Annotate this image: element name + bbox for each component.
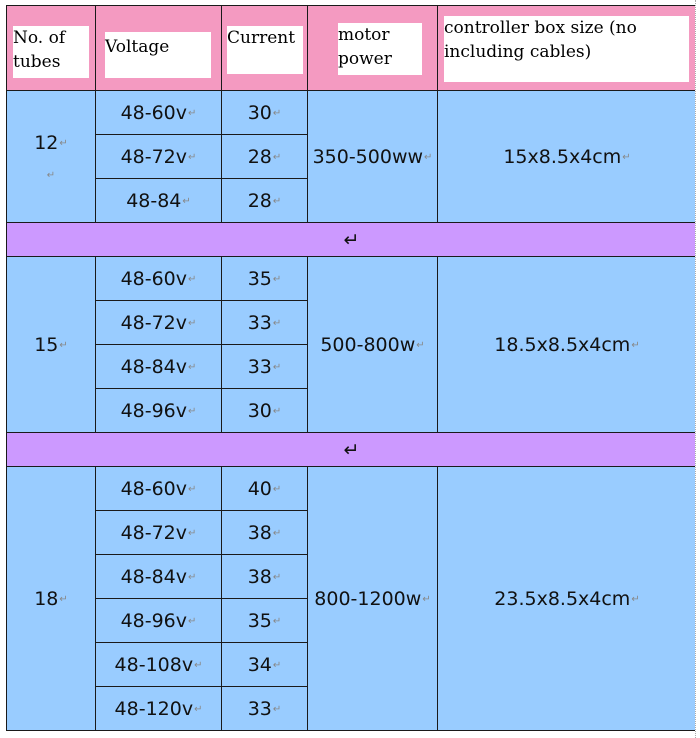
current-value: 35: [247, 267, 272, 290]
return-mark-icon: ↵: [272, 571, 282, 583]
return-mark-icon: ↵: [416, 339, 425, 351]
box-size-cell: [438, 467, 697, 731]
return-mark-icon: ↵: [188, 527, 197, 539]
current-value: 38: [247, 565, 272, 588]
tubes-value: 18: [34, 587, 59, 610]
header-tubes-cell: [7, 6, 96, 91]
current-value: 33: [247, 697, 272, 720]
return-mark-icon: ↵: [194, 703, 203, 715]
return-mark-icon: ↵: [182, 195, 191, 207]
return-mark-icon: ↵: [194, 659, 203, 671]
current-value: 35: [247, 609, 272, 632]
current-value: 30: [247, 101, 272, 124]
voltage-cell: [96, 555, 222, 599]
return-mark-icon: ↵: [272, 615, 282, 627]
motor-power-value: 350-500ww: [312, 145, 424, 168]
voltage-cell: [96, 687, 222, 731]
return-mark-icon: ↵: [188, 571, 197, 583]
header-current: Current: [227, 26, 303, 74]
return-mark-icon: ↵: [272, 195, 282, 207]
voltage-cell: [96, 467, 222, 511]
header-power-cell: [308, 6, 438, 91]
return-mark-icon: ↵: [272, 273, 282, 285]
current-value: 33: [247, 355, 272, 378]
voltage-cell: [96, 643, 222, 687]
return-mark-icon: ↵: [188, 317, 197, 329]
return-mark-icon: ↵: [272, 151, 282, 163]
return-mark-icon: ↵: [59, 339, 68, 351]
box-size-value: 18.5x8.5x4cm: [494, 333, 631, 356]
table-row: [7, 91, 697, 135]
voltage-value: 48-96v: [120, 399, 188, 422]
return-mark-icon: ↵: [272, 361, 282, 373]
current-value: 30: [247, 399, 272, 422]
return-mark-icon: ↵: [272, 107, 282, 119]
current-cell: [222, 389, 308, 433]
header-row: [7, 6, 697, 91]
voltage-value: 48-72v: [120, 145, 188, 168]
header-current-cell: [222, 6, 308, 91]
current-cell: [222, 91, 308, 135]
page-edge: [695, 0, 700, 738]
voltage-value: 48-84v: [120, 355, 188, 378]
return-mark-icon: ↵: [343, 228, 360, 251]
separator-cell: [7, 223, 697, 257]
header-tubes: No. of tubes: [13, 26, 89, 78]
motor-power-value: 800-1200w: [314, 587, 422, 610]
box-size-value: 23.5x8.5x4cm: [494, 587, 631, 610]
return-mark-icon: ↵: [272, 527, 282, 539]
current-cell: [222, 345, 308, 389]
return-mark-icon: ↵: [188, 107, 197, 119]
return-mark-icon: ↵: [188, 615, 197, 627]
header-voltage-cell: [96, 6, 222, 91]
return-mark-icon: ↵: [424, 151, 433, 163]
voltage-value: 48-84: [126, 189, 182, 212]
voltage-value: 48-96v: [120, 609, 188, 632]
motor-power-value: 500-800w: [320, 333, 416, 356]
return-mark-icon: ↵: [188, 483, 197, 495]
current-cell: [222, 179, 308, 223]
voltage-cell: [96, 257, 222, 301]
return-mark-icon: ↵: [188, 405, 197, 417]
header-voltage: Voltage: [105, 32, 211, 78]
voltage-value: 48-84v: [120, 565, 188, 588]
table-body: [7, 91, 697, 731]
voltage-cell: [96, 179, 222, 223]
return-mark-icon: ↵: [188, 273, 197, 285]
separator-row: [7, 223, 697, 257]
voltage-value: 48-72v: [120, 521, 188, 544]
current-cell: [222, 643, 308, 687]
return-mark-icon: ↵: [422, 593, 431, 605]
return-mark-icon: ↵: [272, 659, 282, 671]
voltage-cell: [96, 135, 222, 179]
tubes-cell: [7, 257, 96, 433]
separator-row: [7, 433, 697, 467]
box-size-value: 15x8.5x4cm: [503, 145, 622, 168]
current-cell: [222, 257, 308, 301]
motor-power-cell: [308, 257, 438, 433]
return-mark-icon: ↵: [343, 438, 360, 461]
voltage-cell: [96, 345, 222, 389]
return-mark-icon: ↵: [631, 593, 640, 605]
current-cell: [222, 135, 308, 179]
tubes-value: 15: [34, 333, 59, 356]
current-value: 28: [247, 145, 272, 168]
current-cell: [222, 599, 308, 643]
voltage-value: 48-60v: [120, 477, 188, 500]
return-mark-icon: ↵: [272, 483, 282, 495]
voltage-cell: [96, 599, 222, 643]
return-mark-icon: ↵: [188, 151, 197, 163]
box-size-cell: [438, 91, 697, 223]
motor-power-cell: [308, 91, 438, 223]
voltage-cell: [96, 91, 222, 135]
return-mark-icon: ↵: [59, 593, 68, 605]
voltage-cell: [96, 301, 222, 345]
current-value: 33: [247, 311, 272, 334]
return-mark-icon: ↵: [631, 339, 640, 351]
current-cell: [222, 687, 308, 731]
return-mark-icon: ↵: [272, 703, 282, 715]
return-mark-icon: ↵: [622, 151, 631, 163]
motor-power-cell: [308, 467, 438, 731]
header-motor-power: motor power: [338, 23, 422, 75]
current-cell: [222, 467, 308, 511]
return-mark-icon: ↵: [188, 361, 197, 373]
current-cell: [222, 511, 308, 555]
current-value: 40: [247, 477, 272, 500]
voltage-value: 48-108v: [114, 653, 194, 676]
voltage-value: 48-72v: [120, 311, 188, 334]
box-size-cell: [438, 257, 697, 433]
return-mark-icon: ↵: [272, 317, 282, 329]
return-mark-icon: ↵: [59, 138, 68, 149]
current-value: 34: [247, 653, 272, 676]
controller-spec-table: [6, 5, 697, 731]
return-mark-icon: ↵: [272, 405, 282, 417]
current-cell: [222, 301, 308, 345]
voltage-value: 48-60v: [120, 267, 188, 290]
separator-cell: [7, 433, 697, 467]
table-row: [7, 257, 697, 301]
voltage-cell: [96, 511, 222, 555]
current-cell: [222, 555, 308, 599]
tubes-value: 12: [34, 132, 59, 154]
tubes-cell: [7, 467, 96, 731]
return-mark-icon: ↵: [46, 170, 56, 181]
header-size-cell: [438, 6, 697, 91]
tubes-cell: [7, 91, 96, 223]
table-row: [7, 467, 697, 511]
current-value: 38: [247, 521, 272, 544]
current-value: 28: [247, 189, 272, 212]
voltage-cell: [96, 389, 222, 433]
voltage-value: 48-120v: [114, 697, 194, 720]
voltage-value: 48-60v: [120, 101, 188, 124]
header-box-size: controller box size (no including cables): [444, 16, 689, 82]
